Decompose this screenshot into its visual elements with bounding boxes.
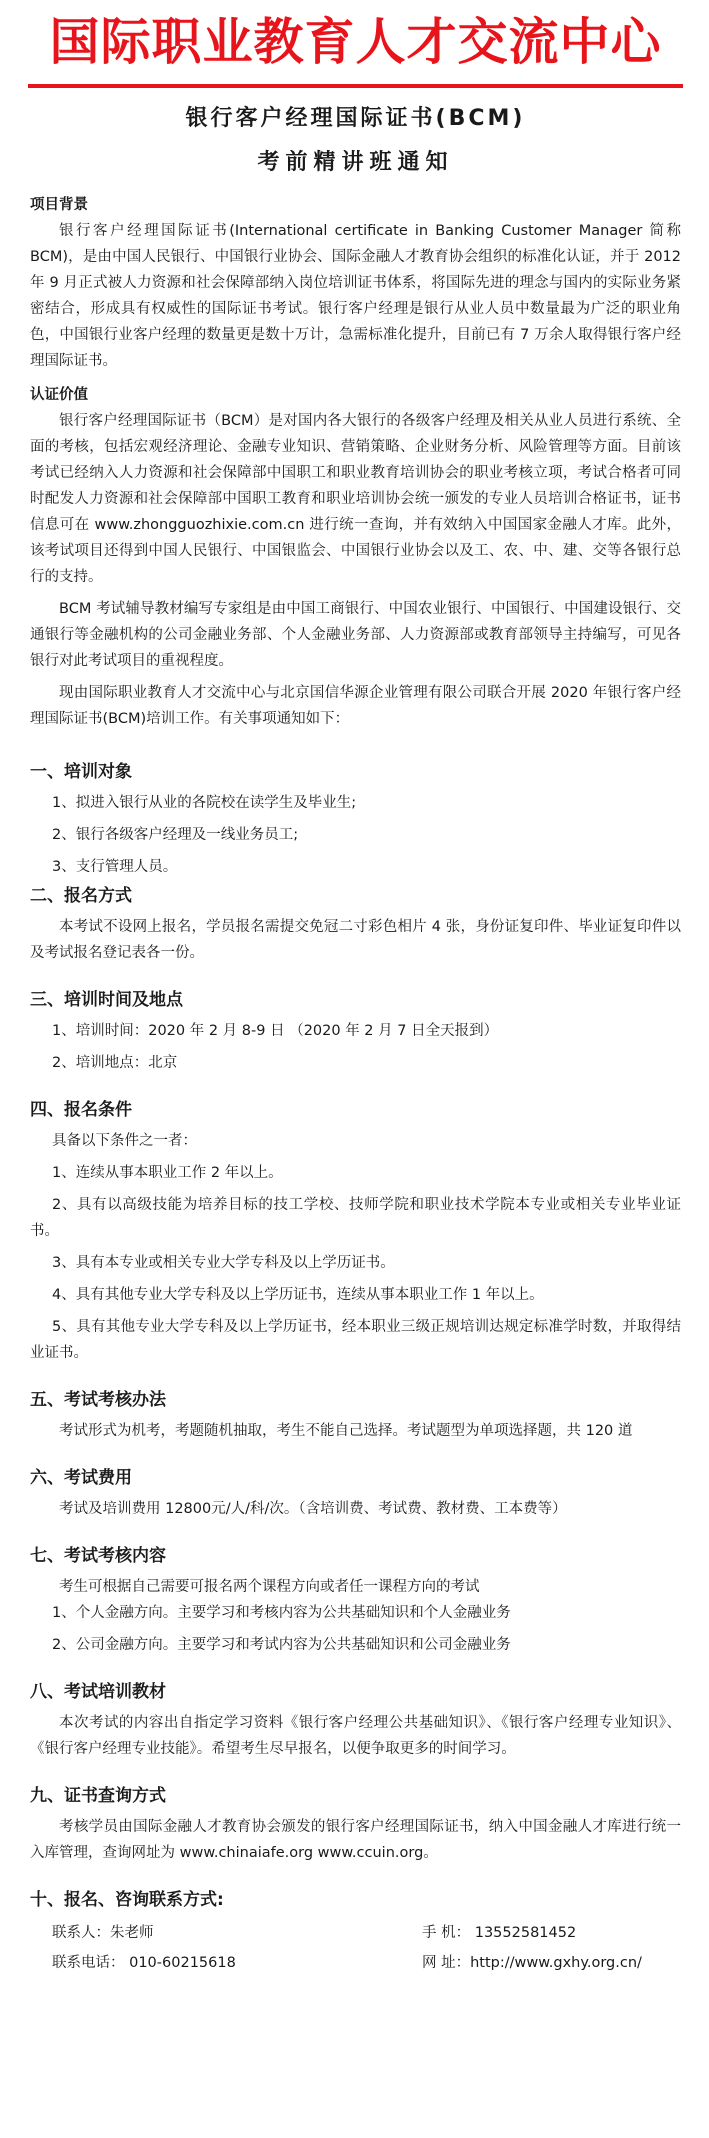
section-4-item: 4、具有其他专业大学专科及以上学历证书，连续从事本职业工作 1 年以上。 [52, 1287, 544, 1303]
background-heading: 项目背景 [30, 197, 88, 213]
section-8-text: 本次考试的内容出自指定学习资料《银行客户经理公共基础知识》、《银行客户经理专业知识》、《银行客户经理专业技能》。希望考生尽早报名，以便争取更多的时间学习。 [30, 1715, 681, 1757]
section-10-heading: 十、报名、咨询联系方式: [30, 1890, 224, 1910]
section-4-item: 2、具有以高级技能为培养目标的技工学校、技师学院和职业技术学院本专业或相关专业毕业证书。 [30, 1197, 681, 1239]
document-title: 银行客户经理国际证书(BCM) [185, 106, 526, 131]
section-2-heading: 二、报名方式 [30, 886, 132, 906]
section-7-intro: 考生可根据自己需要可报名两个课程方向或者任一课程方向的考试 [59, 1579, 480, 1595]
section-2-text: 本考试不设网上报名，学员报名需提交免冠二寸彩色相片 4 张，身份证复印件、毕业证复印件以及考试报名登记表各一份。 [30, 919, 681, 961]
section-1-item: 3、支行管理人员。 [52, 859, 178, 875]
section-9-heading: 九、证书查询方式 [30, 1786, 166, 1806]
value-paragraph-1: 银行客户经理国际证书（BCM）是对国内各大银行的各级客户经理及相关从业人员进行系统、全面的考核，包括宏观经济理论、金融专业知识、营销策略、企业财务分析、风险管理等方面。目前该考试已经纳入人力资源和社会保障部中国职工和职业教育培训协会的职业考核立项，考试合格者可同时配发人力资源和社会保障部中国职工教育和职业培训协会统一颁发的专业人员培训合格证书，证书信息可在 www.zhongguozhixie.com.cn 进行统一查询，并有效纳入中国国家金融人才库。此外，该考试项目还得到中国人民银行、中国银监会、中国银行业协会以及工、农、中、建、交等各银行总行的支持。 [30, 413, 681, 585]
section-4-item: 1、连续从事本职业工作 2 年以上。 [52, 1165, 283, 1181]
section-5-text: 考试形式为机考，考题随机抽取，考生不能自己选择。考试题型为单项选择题，共 120 道 [59, 1423, 633, 1439]
value-heading: 认证价值 [30, 387, 88, 403]
section-7-item: 2、公司金融方向。主要学习和考试内容为公共基础知识和公司金融业务 [52, 1637, 511, 1653]
contact-person: 联系人：朱老师 [52, 1925, 154, 1941]
section-8-heading: 八、考试培训教材 [30, 1682, 166, 1702]
section-3-heading: 三、培训时间及地点 [30, 990, 183, 1010]
section-3-item: 1、培训时间：2020 年 2 月 8-9 日 （2020 年 2 月 7 日全天报到） [52, 1023, 499, 1039]
section-6-text: 考试及培训费用 12800元/人/科/次。（含培训费、考试费、教材费、工本费等） [59, 1501, 567, 1517]
background-paragraph: 银行客户经理国际证书(International certificate in Banking Customer Manager 简称 BCM)，是由中国人民银行、中国银行业协会、国际金融人才教育协会组织的标准化认证，并于 2012 年 9 月正式被人力资源和社会保障部纳入岗位培训证书体系，将国际先进的理念与国内的实际业务紧密结合，形成具有权威性的国际证书考试。银行客户经理是银行从业人员中数量最为广泛的职业角色，中国银行业客户经理的数量更是数十万计，急需标准化提升，目前已有 7 万余人取得银行客户经理国际证书。 [30, 223, 681, 369]
contact-row-2 [30, 1948, 681, 1978]
contact-phone: 联系电话： 010-60215618 [52, 1955, 236, 1971]
section-3-item: 2、培训地点：北京 [52, 1055, 178, 1071]
section-1-heading: 一、培训对象 [30, 762, 132, 782]
section-4-intro: 具备以下条件之一者： [52, 1133, 197, 1149]
section-9-text: 考核学员由国际金融人才教育协会颁发的银行客户经理国际证书，纳入中国金融人才库进行统一入库管理，查询网址为 www.chinaiafe.org www.ccuin.org。 [30, 1819, 681, 1861]
document-subtitle: 考前精讲班通知 [257, 150, 454, 175]
contact-row-1 [30, 1918, 681, 1948]
header-divider [28, 84, 683, 88]
section-1-item: 1、拟进入银行从业的各院校在读学生及毕业生; [52, 795, 357, 811]
section-5-heading: 五、考试考核办法 [30, 1390, 166, 1410]
section-4-item: 3、具有本专业或相关专业大学专科及以上学历证书。 [52, 1255, 395, 1271]
section-4-heading: 四、报名条件 [30, 1100, 132, 1120]
section-4-item: 5、具有其他专业大学专科及以上学历证书，经本职业三级正规培训达规定标准学时数，并取得结业证书。 [30, 1319, 681, 1361]
section-7-item: 1、个人金融方向。主要学习和考核内容为公共基础知识和个人金融业务 [52, 1605, 511, 1621]
section-6-heading: 六、考试费用 [30, 1468, 132, 1488]
section-1-item: 2、银行各级客户经理及一线业务员工; [52, 827, 299, 843]
section-7-heading: 七、考试考核内容 [30, 1546, 166, 1566]
contact-website: 网 址：http://www.gxhy.org.cn/ [422, 1955, 642, 1971]
organization-title: 国际职业教育人才交流中心 [49, 13, 662, 71]
value-paragraph-3: 现由国际职业教育人才交流中心与北京国信华源企业管理有限公司联合开展 2020 年银行客户经理国际证书(BCM)培训工作。有关事项通知如下： [30, 685, 681, 727]
contact-mobile: 手 机： 13552581452 [422, 1925, 577, 1941]
value-paragraph-2: BCM 考试辅导教材编写专家组是由中国工商银行、中国农业银行、中国银行、中国建设银行、交通银行等金融机构的公司金融业务部、个人金融业务部、人力资源部或教育部领导主持编写，可见各银行对此考试项目的重视程度。 [30, 601, 681, 669]
